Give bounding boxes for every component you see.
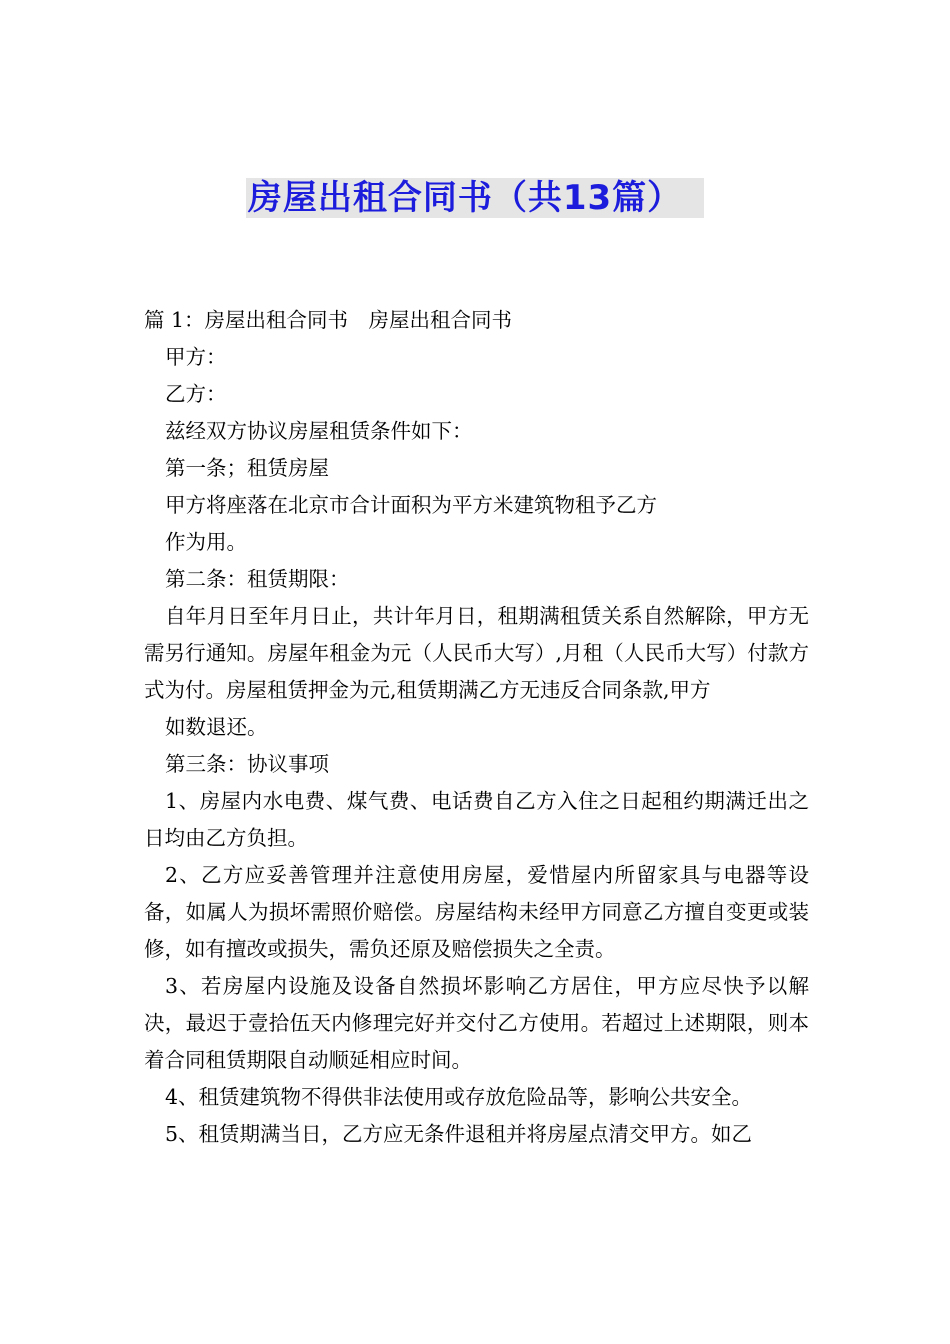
document-title: 房屋出租合同书（共13篇） bbox=[246, 178, 704, 218]
clause-1: 1、房屋内水电费、煤气费、电话费自乙方入住之日起租约期满迁出之日均由乙方负担。 bbox=[144, 789, 809, 850]
article-1-text-cont: 作为用。 bbox=[165, 530, 247, 554]
article-3-heading: 第三条：协议事项 bbox=[165, 752, 329, 776]
title-container bbox=[0, 178, 950, 218]
intro-paragraph: 兹经双方协议房屋租赁条件如下： bbox=[165, 419, 473, 443]
article-1-heading: 第一条；租赁房屋 bbox=[165, 456, 329, 480]
document-body bbox=[144, 302, 809, 1153]
section-heading: 篇 1：房屋出租合同书 房屋出租合同书 bbox=[144, 308, 513, 332]
party-a-line: 甲方： bbox=[165, 345, 227, 369]
article-2-text-cont: 如数退还。 bbox=[165, 715, 268, 739]
article-2-heading: 第二条：租赁期限： bbox=[165, 567, 350, 591]
article-2-text: 自年月日至年月日止，共计年月日，租期满租赁关系自然解除，甲方无需另行通知。房屋年租金为元（人民币大写）,月租（人民币大写）付款方式为付。房屋租赁押金为元,租赁期满乙方无违反合同条款,甲方 bbox=[144, 604, 809, 702]
article-1-text: 甲方将座落在北京市合计面积为平方米建筑物租予乙方 bbox=[165, 493, 657, 517]
clause-4: 4、租赁建筑物不得供非法使用或存放危险品等，影响公共安全。 bbox=[165, 1085, 753, 1109]
clause-5: 5、租赁期满当日，乙方应无条件退租并将房屋点清交甲方。如乙 bbox=[165, 1122, 753, 1146]
party-b-line: 乙方： bbox=[165, 382, 227, 406]
clause-3: 3、若房屋内设施及设备自然损坏影响乙方居住，甲方应尽快予以解决，最迟于壹拾伍天内修理完好并交付乙方使用。若超过上述期限，则本着合同租赁期限自动顺延相应时间。 bbox=[144, 974, 809, 1072]
clause-2: 2、乙方应妥善管理并注意使用房屋，爱惜屋内所留家具与电器等设备，如属人为损坏需照价赔偿。房屋结构未经甲方同意乙方擅自变更或装修，如有擅改或损失，需负还原及赔偿损失之全责。 bbox=[144, 863, 809, 961]
